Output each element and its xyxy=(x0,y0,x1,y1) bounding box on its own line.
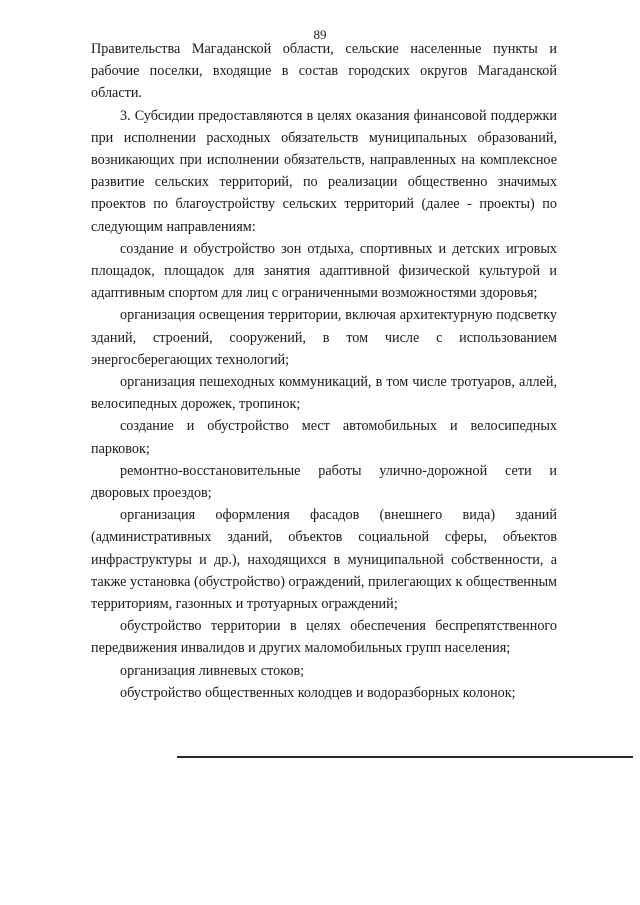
list-item-wells: обустройство общественных колодцев и водоразборных колонок; xyxy=(120,684,516,701)
list-item-lighting: организация освещения территории, включая архитектурную подсветку зданий, строений, сооружений, в том числе с использованием энергосберегающих технологий; xyxy=(91,307,557,368)
list-item-facades: организация оформления фасадов (внешнего вида) зданий (административных зданий, объектов социальной сферы, объектов инфраструктуры и др.), находящихся в муниципальной собственности, а также установка (обустройство) ограждений, прилегающих к общественным территориям, газонных и тротуарных ограждений; xyxy=(91,507,557,613)
paragraph-continuation: Правительства Магаданской области, сельские населенные пункты и рабочие поселки, входящие в состав городских округов Магаданской области. xyxy=(91,41,557,102)
paragraph-section-3: 3. Субсидии предоставляются в целях оказания финансовой поддержки при исполнении расходных обязательств муниципальных образований, возникающих при исполнении обязательств, направленных на комплексное развитие сельских территорий, по реализации общественно значимых проектов по благоустройству сельских территорий (далее - проекты) по следующим направлениям: xyxy=(91,107,557,235)
list-item-recreation-zones: создание и обустройство зон отдыха, спортивных и детских игровых площадок, площадок для занятия адаптивной физической культурой и адаптивным спортом для лиц с ограниченными возможностями здоровья; xyxy=(91,240,557,302)
list-item-parking: создание и обустройство мест автомобильных и велосипедных парковок; xyxy=(91,418,557,457)
list-item-road-repair: ремонтно-восстановительные работы улично-дорожной сети и дворовых проездов; xyxy=(91,462,557,502)
list-item-storm-drains: организация ливневых стоков; xyxy=(120,662,305,679)
list-item-pedestrian: организация пешеходных коммуникаций, в том числе тротуаров, аллей, велосипедных дорожек, тропинок; xyxy=(91,374,557,413)
document-body xyxy=(91,38,557,704)
page-number: 89 xyxy=(313,27,327,42)
horizontal-rule xyxy=(177,756,633,758)
list-item-accessibility: обустройство территории в целях обеспечения беспрепятственного передвижения инвалидов и других маломобильных групп населения; xyxy=(91,618,557,657)
